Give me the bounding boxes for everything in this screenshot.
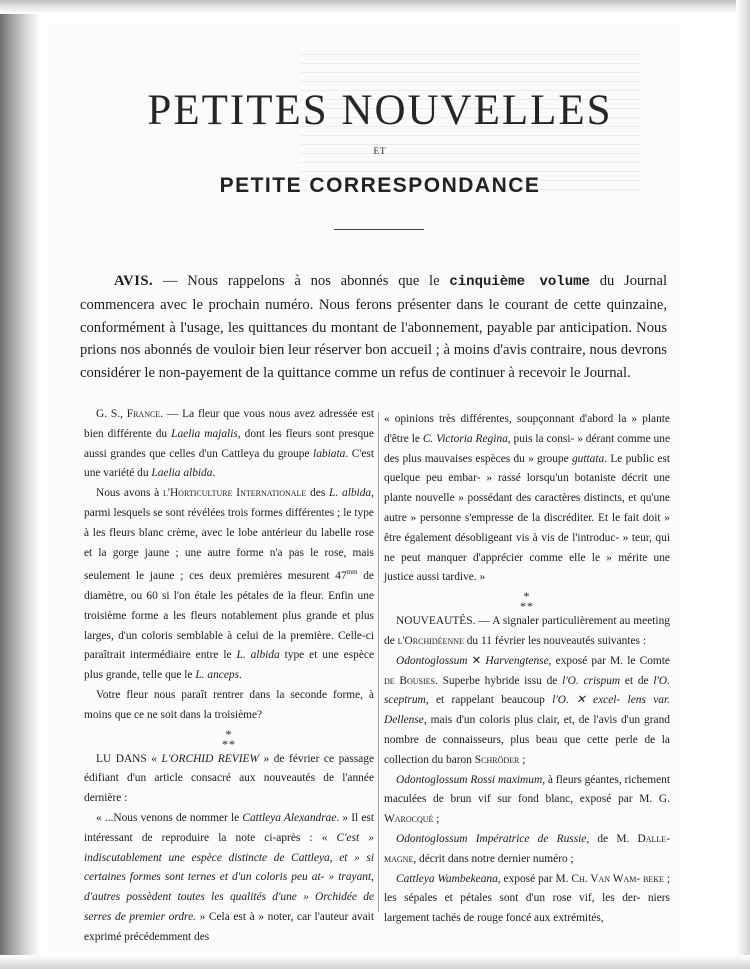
cont-text: « opinions très différentes, soupçonnant d'abord la » plante d'être le: [384, 413, 670, 445]
nouv-smallcaps: l'Orchidéenne: [397, 634, 464, 647]
odonto1-italic: l'O. sceptrum: [384, 674, 670, 707]
albida-text: .: [239, 669, 242, 682]
avis-text-1: — Nous rappelons à nos abonnés que le: [153, 273, 450, 289]
catt-text: ; les sépales et pétales sont d'un rose vif, les der- niers largement tachés de rouge foncé aux extrémités,: [384, 872, 670, 925]
left-column: [84, 405, 374, 948]
quote-text: » Cela est à » noter, car l'auteur avait exprimé précédemment des: [84, 910, 374, 943]
gs-italic: Laelia majalis: [171, 427, 238, 440]
odonto1-smallcaps: Schröder: [474, 753, 520, 766]
gs-text: .: [212, 467, 216, 480]
lu-italic: L'ORCHID REVIEW: [161, 752, 259, 765]
odonto1-italic: Harvengtense: [485, 654, 549, 667]
albida-italic: L. albida: [329, 487, 372, 500]
scan-shadow-top: [0, 0, 750, 14]
odonto1-text: , mais d'un coloris plus clair, et, de l'avis d'un grand nombre de connaisseurs, plus beau que cette perle de la collection du baron: [384, 714, 670, 766]
catt-italic: Cattleya Wambekeana: [396, 872, 498, 885]
mm-superscript: mm: [346, 568, 358, 577]
cont-text: . Le public est quelque peu embar- » rassé lorsqu'un botaniste décrit une plante nouvelle » possédant des caractères distincts, et qu'une autre » personne s'empresse de la discréditer. Et le fait doit » être également désobligeant vis à vis de l'introduc- » teur, qui ne peut manquer d'apprécier comme elle le » mérite une justice aussi tardive. »: [384, 452, 671, 584]
nouveautes-paragraph: [384, 612, 670, 652]
cont-italic: guttata: [571, 452, 605, 465]
scan-shadow-left: [0, 0, 40, 969]
nouv-text: du 11 février les nouveautés suivantes :: [463, 634, 646, 647]
albida-text: type et une espèce plus grande, telle que le: [84, 649, 374, 682]
albida-text: Nous avons à: [96, 487, 164, 500]
odonto1-italic: Odontoglossum: [396, 654, 468, 667]
cont-text: , puis la consi- » dérant comme une des plus mauvaises espèces du » groupe: [384, 432, 670, 465]
lu-text: » de février ce passage édifiant d'un article consacré aux nouveautés de l'année dernière :: [84, 752, 374, 805]
odonto1-text: , exposé par M. le Comte: [548, 654, 670, 667]
odonto3-smallcaps: Dalle- magne: [384, 832, 670, 865]
albida-italic: L. albida: [236, 649, 280, 662]
odonto1-italic: l'O. crispum: [562, 674, 621, 687]
title-rule: [334, 229, 424, 230]
gs-lead: G. S., France.: [96, 408, 164, 420]
nouv-text: NOUVEAUTÉS. — A signaler particulièrement au meeting de: [384, 615, 670, 647]
albida-text: , parmi lesquels se sont révélées trois formes différentes ; le type à les fleurs blanc crème, avec le lobe antérieur du labelle rose et la gorge jaune ; une autre forme n'a pas le rose, mais seulement le jaune ; ces deux premières mesurent 47: [84, 487, 374, 583]
avis-text-2: du Journal commencera avec le prochain numéro. Nous ferons présenter dans le courant de cette quinzaine, conformément à l'usage, les quittances du montant de l'abonnement, payable par anticipation. Nous prions nos abonnés de vouloir bien leur réserver bon accueil ; à moins d'avis contraire, nous devrons considérer le non-payement de la quittance comme un refus de continuer à recevoir le Journal.: [80, 273, 668, 382]
quote-continuation: [384, 410, 670, 588]
odonto1-text: et de: [620, 674, 654, 687]
gs-paragraph: [84, 405, 374, 484]
odonto1-text: ;: [519, 753, 526, 766]
ornament-stars: **: [222, 736, 236, 751]
ornament-star: *: [225, 726, 233, 741]
odonto1-text: , et rappelant beaucoup: [425, 694, 553, 707]
quote-text: « ...Nous venons de nommer le: [96, 811, 243, 824]
odonto1-italic: l'O. ✕ excel- lens var. Dellense: [384, 694, 670, 727]
quote-paragraph: [84, 809, 374, 948]
page-subtitle: PETITE CORRESPONDANCE: [219, 174, 541, 197]
section-ornament: [384, 588, 670, 612]
column-divider: [378, 412, 379, 912]
albida-smallcaps: l'Horticulture Internationale: [163, 487, 307, 500]
votre-paragraph: Votre fleur nous paraît rentrer dans la seconde forme, à moins que ce ne soit dans la troisième?: [84, 688, 374, 721]
odonto2-italic: Odontoglossum Rossi maximum: [396, 773, 543, 786]
catt-smallcaps: Ch. Van Wam- beke: [571, 872, 664, 885]
right-column: [384, 410, 670, 929]
albida-text: des: [306, 487, 330, 500]
page-title: PETITES NOUVELLES: [147, 87, 613, 134]
gs-text: . C'est une variété du: [84, 447, 375, 480]
odonto3-italic: Odontoglossum Impératrice de Russie: [396, 832, 587, 845]
harvengtense-paragraph: [384, 652, 670, 771]
odonto1-smallcaps: de Bousies: [384, 674, 435, 687]
albida-paragraph: [84, 484, 374, 686]
scan-shadow-bottom: [0, 955, 750, 969]
odonto1-text: . Superbe hybride issu de: [435, 674, 563, 687]
albida-italic: L. anceps: [195, 669, 240, 682]
cont-italic: C. Victoria Regina: [422, 432, 508, 445]
lu-paragraph: [84, 750, 374, 809]
odonto3-text: , décrit dans notre dernier numéro ;: [413, 852, 574, 865]
catt-text: , exposé par M.: [497, 872, 572, 885]
imperatrice-paragraph: [384, 830, 670, 870]
gs-text: , dont les fleurs sont presque aussi grandes que celles d'un Cattleya du groupe: [84, 427, 374, 460]
avis-emphasis: cinquième volume: [449, 274, 590, 290]
gs-italic: labiata: [313, 447, 346, 460]
ornament-stars: **: [520, 599, 534, 614]
odonto2-text: , à fleurs géantes, richement maculées de brun vif sur fond blanc, exposé par M. G.: [384, 773, 670, 806]
avis-paragraph: [80, 270, 667, 385]
gs-italic: Laelia albida: [151, 467, 213, 480]
section-ornament: [84, 726, 374, 750]
avis-heading: AVIS.: [114, 273, 154, 289]
lu-text: LU DANS «: [96, 752, 162, 765]
scan-shadow-right: [736, 0, 750, 969]
hybrid-cross: ✕: [467, 654, 486, 667]
rossi-paragraph: [384, 771, 670, 830]
albida-text: de diamètre, ou 60 si l'on étale les pétales de la fleur. Enfin une troisième forme a les fleurs notablement plus grande et plus larges, d'un coloris semblable à celui de la première. Celle-ci paraîtrait intermédiaire entre le: [84, 570, 374, 662]
ornament-star: *: [523, 589, 531, 604]
odonto2-smallcaps: Warocqué: [384, 813, 434, 826]
gs-text: — La fleur que vous nous avez adressée est bien différente du: [84, 408, 374, 440]
quote-italic: Cattleya Alexandrae: [242, 811, 337, 824]
odonto3-text: , de M.: [586, 832, 638, 845]
quote-text: . » Il est intéressant de reproduire la note ci-après : «: [84, 811, 374, 844]
title-conjunction: ET: [373, 146, 387, 156]
quote-italic: C'est » indiscutablement une espèce distincte de Cattleya, et » si certaines formes sont ternes et d'un coloris peu at- » trayant, d'autres possèdent toutes les qualités d'une » Orchidée de serres de premier ordre.: [84, 831, 375, 923]
cattleya-paragraph: [384, 870, 670, 929]
odonto2-text: ;: [433, 813, 440, 826]
